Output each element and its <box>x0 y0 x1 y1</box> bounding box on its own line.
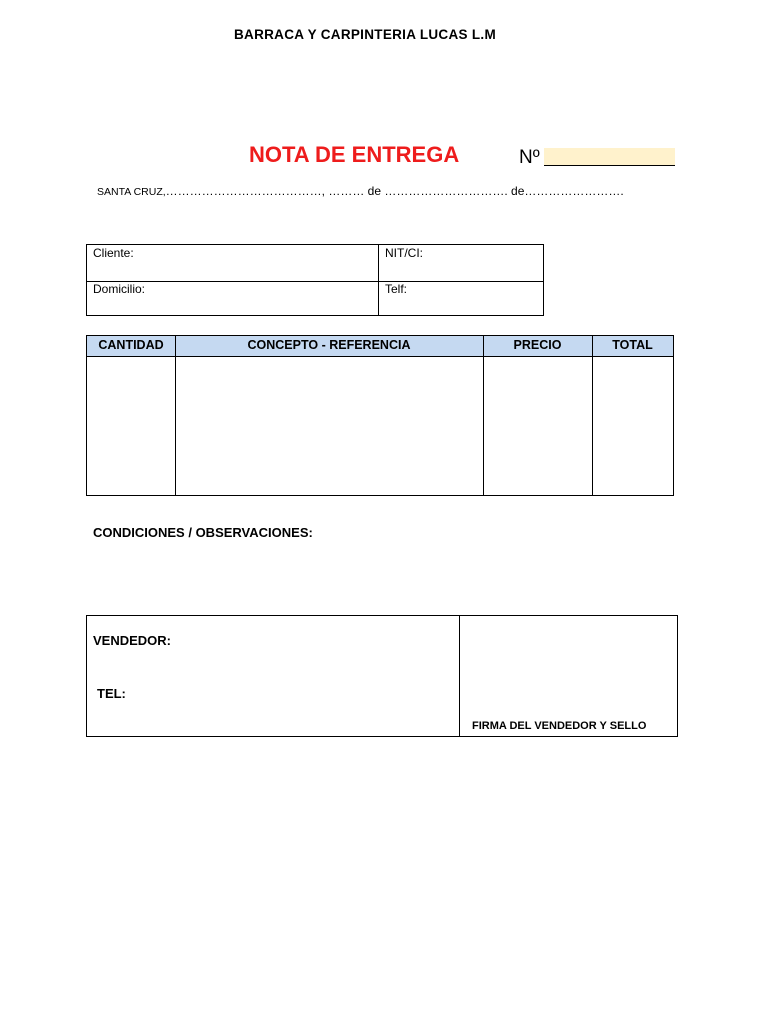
document-title: NOTA DE ENTREGA <box>249 142 460 167</box>
client-box <box>86 244 544 316</box>
telf-label: Telf: <box>385 282 408 296</box>
signature-label: FIRMA DEL VENDEDOR Y SELLO <box>472 720 647 732</box>
client-box-divider-v <box>378 245 379 315</box>
items-table <box>86 335 674 496</box>
column-divider <box>483 336 484 495</box>
domicilio-label: Domicilio: <box>93 282 146 296</box>
header-total: TOTAL <box>612 338 653 352</box>
client-box-divider-h <box>87 281 543 282</box>
column-divider <box>592 336 593 495</box>
city-label: SANTA CRUZ, <box>97 186 166 198</box>
column-divider <box>175 336 176 495</box>
vendedor-label: VENDEDOR: <box>93 633 172 648</box>
header-concepto: CONCEPTO - REFERENCIA <box>247 338 411 352</box>
header-precio: PRECIO <box>513 338 562 352</box>
number-field[interactable] <box>544 148 675 166</box>
de-label-2: de <box>507 184 525 198</box>
conditions-label: CONDICIONES / OBSERVACIONES: <box>93 525 313 540</box>
seller-box-divider <box>459 616 460 736</box>
de-label-1: de <box>364 184 385 198</box>
number-label: Nº <box>519 147 540 168</box>
company-name: BARRACA Y CARPINTERIA LUCAS L.M <box>233 27 497 42</box>
date-line <box>97 184 677 198</box>
seller-box <box>86 615 678 737</box>
month-dots[interactable]: …………………………. <box>384 184 508 198</box>
nit-label: NIT/CI: <box>385 246 423 260</box>
header-cantidad: CANTIDAD <box>98 338 164 352</box>
cliente-label: Cliente: <box>93 246 134 260</box>
day-dots[interactable]: …………………………………, ……… <box>165 184 365 198</box>
year-dots[interactable]: ……………………. <box>524 184 624 198</box>
tel-label: TEL: <box>97 686 126 701</box>
